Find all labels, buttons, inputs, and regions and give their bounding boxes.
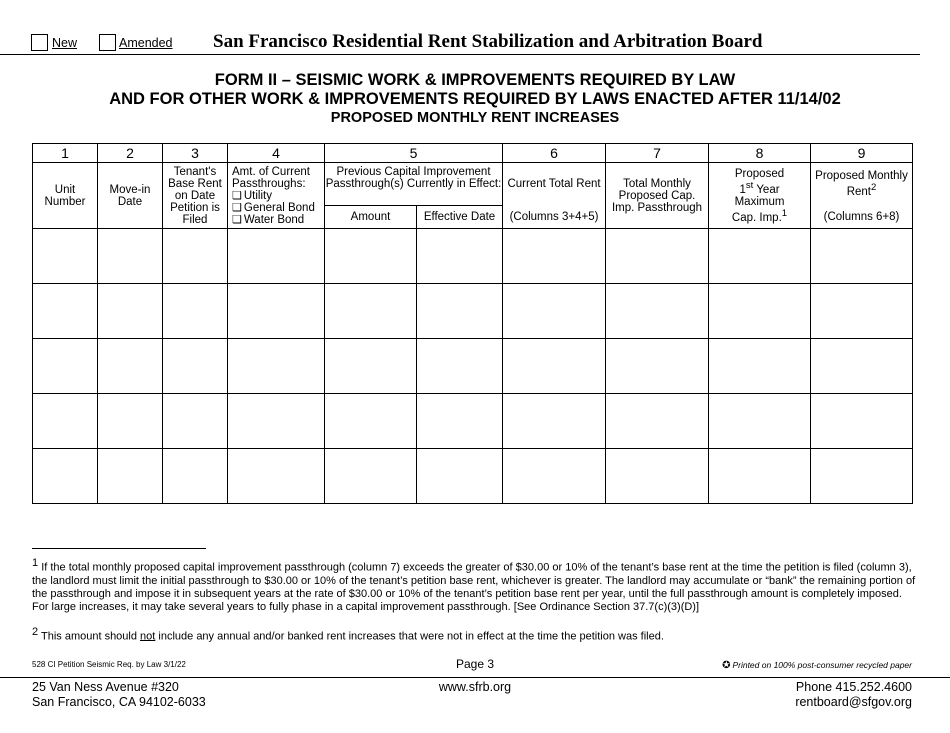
option-water-bond: ❑ Water Bond xyxy=(232,213,305,226)
proposed-monthly-rent-note: (Columns 6+8) xyxy=(811,206,913,229)
header-current-total-rent: Current Total Rent xyxy=(503,163,606,206)
form-title xyxy=(0,71,950,127)
col-number-4: 4 xyxy=(228,144,325,163)
col-number-5: 5 xyxy=(325,144,503,163)
contact-info xyxy=(795,680,912,709)
table-row xyxy=(33,229,913,284)
agency-name: San Francisco Residential Rent Stabilization and Arbitration Board xyxy=(213,31,763,52)
col-number-6: 6 xyxy=(503,144,606,163)
title-line-1: FORM II – SEISMIC WORK & IMPROVEMENTS REQUIRED BY LAW xyxy=(214,71,736,89)
option-general-bond: ❑ General Bond xyxy=(232,201,315,214)
footnote-1: $^1$ If the total monthly proposed capital improvement passthrough (column 7) exceeds the greater of $30.00 or 10% of the tenant’s base rent at the time the petition is filed (column 3), the landlord must limit the initial passthrough to $30.00 or 10% of the tenant’s petition base rent, whichever is greater. The landlord may accumulate or “bank” the remaining portion of the passthrough and impose it in subsequent years at the rate of $30.00 or 10% of the tenant’s petition base rent per year, until the full passthrough amount is completely imposed. For large increases, it may take several years to fully phase in a capital improvement passthrough. [See Ordinance Section 37.7(c)(3)(D)] xyxy=(32,557,916,613)
col-number-3: 3 xyxy=(163,144,228,163)
form-id: 528 CI Petition Seismic Req. by Law 3/1/22 xyxy=(32,660,186,669)
amended-checkbox[interactable] xyxy=(99,34,116,51)
new-checkbox[interactable] xyxy=(31,34,48,51)
header-total-monthly-proposed: Total Monthly Proposed Cap. Imp. Passthrough xyxy=(606,163,709,229)
recycled-paper-note: ✪ Printed on 100% post-consumer recycled paper xyxy=(722,660,912,671)
col-number-9: 9 xyxy=(811,144,913,163)
current-total-rent-note: (Columns 3+4+5) xyxy=(503,206,606,229)
title-line-2: AND FOR OTHER WORK & IMPROVEMENTS REQUIRED BY LAWS ENACTED AFTER 11/14/02 xyxy=(109,90,841,108)
checkbox-icon: ❑ xyxy=(232,201,242,214)
title-line-3: PROPOSED MONTHLY RENT INCREASES xyxy=(330,110,620,126)
footnote-divider xyxy=(32,548,206,549)
table-row xyxy=(33,284,913,339)
column-number-row xyxy=(33,144,913,163)
header xyxy=(0,0,950,56)
header-proposed-monthly-rent: Proposed Monthly Rent$^2$ xyxy=(811,163,913,206)
amended-label: Amended xyxy=(119,36,173,50)
subheader-effective-date: Effective Date xyxy=(417,206,503,229)
header-base-rent: Tenant's Base Rent on Date Petition is Filed xyxy=(163,163,228,229)
header-divider xyxy=(0,54,920,55)
table-row xyxy=(33,394,913,449)
table-row xyxy=(33,339,913,394)
page-number: Page 3 xyxy=(455,657,495,671)
subheader-amount: Amount xyxy=(325,206,417,229)
option-utility: ❑ Utility xyxy=(232,189,272,202)
col-number-2: 2 xyxy=(98,144,163,163)
header-current-passthroughs xyxy=(228,163,325,229)
footnote-2: $^2$ This amount should not include any annual and/or banked rent increases that were not in effect at the time the petition was filed. xyxy=(32,625,664,643)
recycle-icon: ✪ xyxy=(722,660,731,671)
col-number-7: 7 xyxy=(606,144,709,163)
table-row xyxy=(33,449,913,504)
checkbox-icon: ❑ xyxy=(232,189,242,202)
col-number-1: 1 xyxy=(33,144,98,163)
website-link[interactable]: www.sfrb.org xyxy=(438,680,512,694)
checkbox-icon: ❑ xyxy=(232,213,242,226)
phone: Phone 415.252.4600 xyxy=(795,680,912,694)
header-previous-cap-imp: Previous Capital Improvement Passthrough(s) Currently in Effect: xyxy=(325,163,503,206)
header-proposed-max-cap-imp: Proposed 1st Year Maximum Cap. Imp.$^1$ xyxy=(709,163,811,229)
col-number-8: 8 xyxy=(709,144,811,163)
column-header-row xyxy=(33,163,913,206)
passthroughs-label: Amt. of Current Passthroughs: xyxy=(232,165,310,190)
address: 25 Van Ness Avenue #320 San Francisco, CA 94102-6033 xyxy=(32,680,206,709)
header-unit-number: Unit Number xyxy=(33,163,98,229)
rent-increase-table xyxy=(32,143,913,504)
footer-divider xyxy=(0,677,950,678)
header-move-in-date: Move-in Date xyxy=(98,163,163,229)
email-link[interactable]: rentboard@sfgov.org xyxy=(795,694,912,709)
footnotes xyxy=(32,557,916,657)
new-label: New xyxy=(52,36,78,50)
